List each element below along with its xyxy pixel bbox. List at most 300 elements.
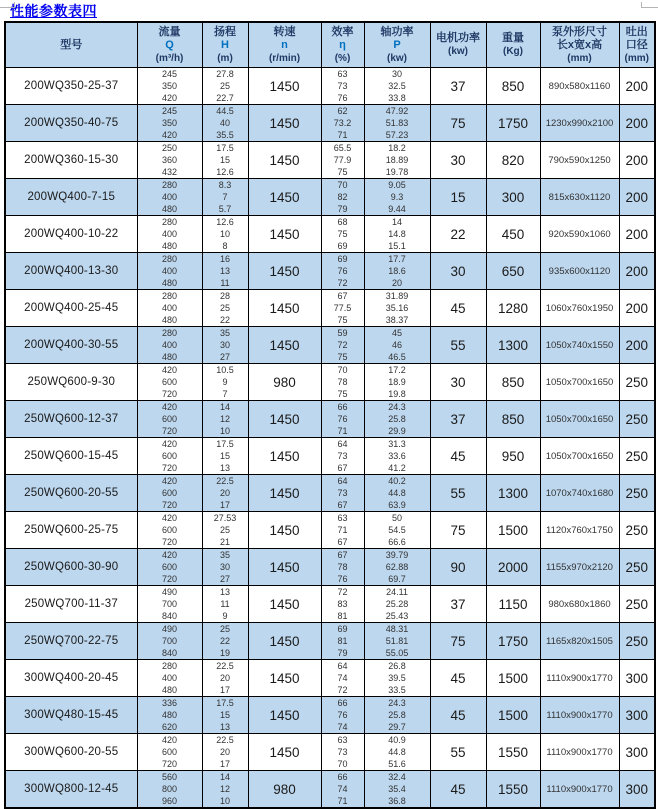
- head-cell-value: 44.5: [216, 106, 234, 116]
- efficiency-cell-value: 78: [337, 562, 348, 572]
- shaft-power-cell-value: 32.5: [388, 81, 406, 91]
- outlet-cell: 300: [619, 697, 655, 734]
- model-cell: 250WQ600-9-30: [5, 364, 137, 401]
- efficiency-cell: [321, 68, 364, 105]
- efficiency-cell-value: 79: [337, 648, 348, 658]
- efficiency-cell-value: 66: [337, 772, 348, 782]
- speed-cell: 1450: [248, 68, 321, 105]
- shaft-power-cell: [364, 179, 430, 216]
- dimensions-cell: 980x680x1860: [540, 586, 619, 623]
- efficiency-cell-value: 69: [337, 624, 348, 634]
- head-cell-value: 22: [219, 636, 230, 646]
- col-header-speed-symbol: n: [281, 38, 288, 51]
- shaft-power-cell-value: 18.2: [388, 143, 406, 153]
- col-header-outlet-unit: (mm): [624, 52, 649, 64]
- col-header-motor-power-label: 电机功率: [436, 32, 480, 44]
- grid-fragment-top-right: [641, 2, 658, 8]
- head-cell-value: 22.5: [216, 661, 234, 671]
- col-header-efficiency: [321, 22, 364, 68]
- head-cell-value: 17: [219, 500, 230, 510]
- motor-power-cell: 90: [430, 549, 486, 586]
- efficiency-cell-value: 66: [337, 698, 348, 708]
- flow-cell-value: 490: [161, 624, 178, 634]
- head-cell: [202, 401, 248, 438]
- head-cell: [202, 549, 248, 586]
- shaft-power-cell-value: 36.8: [388, 796, 406, 806]
- weight-cell: 1750: [486, 623, 540, 660]
- weight-cell: 2000: [486, 549, 540, 586]
- flow-cell-value: 720: [161, 426, 178, 436]
- efficiency-cell: [321, 216, 364, 253]
- dimensions-cell: 815x630x1120: [540, 179, 619, 216]
- motor-power-cell: 75: [430, 623, 486, 660]
- head-cell-value: 27.53: [213, 513, 237, 523]
- speed-cell: 1450: [248, 216, 321, 253]
- flow-cell-value: 280: [161, 291, 178, 301]
- head-cell: [202, 364, 248, 401]
- weight-cell: 1500: [486, 512, 540, 549]
- flow-cell: [137, 401, 202, 438]
- flow-cell: [137, 549, 202, 586]
- efficiency-cell-value: 76: [337, 710, 348, 720]
- flow-cell-value: 560: [161, 772, 178, 782]
- efficiency-cell-value: 75: [337, 229, 348, 239]
- col-header-flow-symbol: Q: [165, 38, 174, 51]
- head-cell: [202, 68, 248, 105]
- head-cell-value: 17.5: [216, 439, 234, 449]
- efficiency-cell-value: 63: [337, 735, 348, 745]
- flow-cell-value: 280: [161, 661, 178, 671]
- col-header-model-label: 型号: [60, 38, 83, 51]
- head-cell-value: 5.7: [218, 204, 232, 214]
- efficiency-cell-value: 74: [337, 722, 348, 732]
- flow-cell-value: 420: [161, 439, 178, 449]
- motor-power-cell: 37: [430, 68, 486, 105]
- table-row: [5, 401, 655, 438]
- flow-cell-value: 600: [161, 747, 178, 757]
- efficiency-cell-value: 73: [337, 451, 348, 461]
- speed-cell: 1450: [248, 697, 321, 734]
- efficiency-cell-value: 66: [337, 402, 348, 412]
- shaft-power-cell-value: 32.4: [388, 772, 406, 782]
- model-cell: 250WQ600-30-90: [5, 549, 137, 586]
- dimensions-cell: 1050x700x1650: [540, 401, 619, 438]
- shaft-power-cell-value: 51.6: [388, 759, 406, 769]
- table-row: [5, 734, 655, 771]
- weight-cell: 1300: [486, 327, 540, 364]
- efficiency-cell-value: 73: [337, 488, 348, 498]
- head-cell: [202, 105, 248, 142]
- shaft-power-cell-value: 25.8: [388, 414, 406, 424]
- speed-cell: 980: [248, 771, 321, 809]
- efficiency-cell: [321, 660, 364, 697]
- col-header-flow: [137, 22, 202, 68]
- motor-power-cell: 30: [430, 142, 486, 179]
- flow-cell-value: 420: [161, 735, 178, 745]
- speed-cell: 1450: [248, 327, 321, 364]
- efficiency-cell-value: 67: [337, 500, 348, 510]
- shaft-power-cell: [364, 771, 430, 809]
- shaft-power-cell-value: 51.83: [385, 118, 409, 128]
- shaft-power-cell-value: 17.2: [388, 365, 406, 375]
- shaft-power-cell: [364, 623, 430, 660]
- dimensions-cell: 790x590x1250: [540, 142, 619, 179]
- outlet-cell: 250: [619, 401, 655, 438]
- efficiency-cell-value: 76: [337, 414, 348, 424]
- shaft-power-cell-value: 26.8: [388, 661, 406, 671]
- flow-cell: [137, 105, 202, 142]
- head-cell-value: 12: [219, 414, 230, 424]
- head-cell-value: 25: [219, 303, 230, 313]
- flow-cell-value: 250: [161, 143, 178, 153]
- flow-cell-value: 480: [161, 204, 178, 214]
- head-cell-value: 13: [219, 722, 230, 732]
- shaft-power-cell-value: 39.5: [388, 673, 406, 683]
- flow-cell-value: 700: [161, 636, 178, 646]
- model-cell: 300WQ400-20-45: [5, 660, 137, 697]
- head-cell-value: 17.5: [216, 143, 234, 153]
- flow-cell-value: 600: [161, 451, 178, 461]
- shaft-power-cell-value: 18.9: [388, 377, 406, 387]
- efficiency-cell-value: 76: [337, 93, 348, 103]
- flow-cell-value: 480: [161, 685, 178, 695]
- outlet-cell: 200: [619, 327, 655, 364]
- efficiency-cell-value: 77.9: [333, 155, 352, 165]
- head-cell-value: 7: [222, 192, 228, 202]
- shaft-power-cell: [364, 364, 430, 401]
- efficiency-cell-value: 75: [337, 389, 348, 399]
- motor-power-cell: 45: [430, 290, 486, 327]
- head-cell-value: 35: [219, 550, 230, 560]
- speed-cell: 1450: [248, 401, 321, 438]
- efficiency-cell-value: 72: [337, 587, 348, 597]
- head-cell-value: 35.5: [216, 130, 234, 140]
- model-cell: 200WQ400-13-30: [5, 253, 137, 290]
- efficiency-cell-value: 81: [337, 611, 348, 621]
- head-cell-value: 20: [219, 747, 230, 757]
- efficiency-cell-value: 72: [337, 340, 348, 350]
- dimensions-cell: 1050x740x1550: [540, 327, 619, 364]
- flow-cell: [137, 290, 202, 327]
- flow-cell-value: 840: [161, 648, 178, 658]
- flow-cell: [137, 586, 202, 623]
- shaft-power-cell-value: 25.43: [385, 611, 409, 621]
- head-cell-value: 40: [219, 118, 230, 128]
- efficiency-cell: [321, 771, 364, 809]
- table-body: [5, 68, 655, 809]
- efficiency-cell-value: 71: [337, 525, 348, 535]
- efficiency-cell-value: 83: [337, 599, 348, 609]
- head-cell-value: 13: [219, 463, 230, 473]
- efficiency-cell-value: 76: [337, 574, 348, 584]
- dimensions-cell: 1060x760x1950: [540, 290, 619, 327]
- speed-cell: 1450: [248, 290, 321, 327]
- outlet-cell: 250: [619, 623, 655, 660]
- shaft-power-cell-value: 33.6: [388, 451, 406, 461]
- speed-cell: 1450: [248, 549, 321, 586]
- shaft-power-cell-value: 55.05: [385, 648, 409, 658]
- table-row: [5, 68, 655, 105]
- shaft-power-cell: [364, 327, 430, 364]
- dimensions-cell: 1110x900x1770: [540, 697, 619, 734]
- flow-cell-value: 420: [161, 402, 178, 412]
- head-cell: [202, 623, 248, 660]
- head-cell-value: 30: [219, 340, 230, 350]
- shaft-power-cell-value: 25.8: [388, 710, 406, 720]
- efficiency-cell-value: 69: [337, 241, 348, 251]
- model-cell: 200WQ400-25-45: [5, 290, 137, 327]
- shaft-power-cell: [364, 401, 430, 438]
- flow-cell-value: 245: [161, 106, 178, 116]
- weight-cell: 850: [486, 401, 540, 438]
- shaft-power-cell: [364, 586, 430, 623]
- weight-cell: 850: [486, 68, 540, 105]
- flow-cell-value: 280: [161, 180, 178, 190]
- efficiency-cell-value: 75: [337, 315, 348, 325]
- flow-cell-value: 620: [161, 722, 178, 732]
- shaft-power-cell-value: 66.6: [388, 537, 406, 547]
- head-cell-value: 25: [219, 624, 230, 634]
- model-cell: 200WQ400-7-15: [5, 179, 137, 216]
- model-cell: 200WQ400-30-55: [5, 327, 137, 364]
- table-row: [5, 438, 655, 475]
- col-header-dimensions: [540, 22, 619, 68]
- shaft-power-cell: [364, 734, 430, 771]
- head-cell-value: 10: [219, 796, 230, 806]
- col-header-efficiency-label: 效率: [331, 25, 354, 38]
- motor-power-cell: 75: [430, 512, 486, 549]
- shaft-power-cell-value: 9.44: [388, 204, 406, 214]
- col-header-motor-power: [430, 22, 486, 68]
- col-header-speed-label: 转速: [273, 25, 296, 38]
- shaft-power-cell: [364, 253, 430, 290]
- flow-cell-value: 480: [161, 241, 178, 251]
- col-header-head-label: 扬程: [214, 25, 236, 38]
- flow-cell-value: 600: [161, 525, 178, 535]
- head-cell-value: 20: [219, 488, 230, 498]
- head-cell-value: 21: [219, 537, 230, 547]
- flow-cell: [137, 142, 202, 179]
- weight-cell: 1500: [486, 697, 540, 734]
- flow-cell-value: 400: [161, 673, 178, 683]
- table-row: [5, 475, 655, 512]
- motor-power-cell: 45: [430, 438, 486, 475]
- shaft-power-cell-value: 33.8: [388, 93, 406, 103]
- flow-cell: [137, 771, 202, 809]
- outlet-cell: 200: [619, 253, 655, 290]
- head-cell-value: 13: [219, 266, 230, 276]
- weight-cell: 850: [486, 364, 540, 401]
- model-cell: 200WQ350-25-37: [5, 68, 137, 105]
- dimensions-cell: 1070x740x1680: [540, 475, 619, 512]
- shaft-power-cell-value: 35.16: [385, 303, 409, 313]
- col-header-speed-unit: (r/min): [268, 52, 301, 64]
- head-cell: [202, 697, 248, 734]
- col-header-flow-unit: (m³/h): [155, 52, 184, 64]
- head-cell-value: 22.5: [216, 735, 234, 745]
- head-cell: [202, 142, 248, 179]
- shaft-power-cell-value: 46: [391, 340, 402, 350]
- outlet-cell: 200: [619, 68, 655, 105]
- flow-cell-value: 720: [161, 574, 178, 584]
- model-cell: 200WQ350-40-75: [5, 105, 137, 142]
- shaft-power-cell-value: 57.23: [385, 130, 409, 140]
- efficiency-cell: [321, 586, 364, 623]
- flow-cell-value: 420: [161, 93, 178, 103]
- shaft-power-cell-value: 9.05: [388, 180, 406, 190]
- table-row: [5, 179, 655, 216]
- head-cell-value: 20: [219, 673, 230, 683]
- flow-cell-value: 280: [161, 254, 178, 264]
- weight-cell: 1550: [486, 771, 540, 809]
- speed-cell: 1450: [248, 475, 321, 512]
- flow-cell-value: 432: [161, 167, 178, 177]
- efficiency-cell: [321, 475, 364, 512]
- shaft-power-cell-value: 45: [391, 328, 402, 338]
- dimensions-cell: 1110x900x1770: [540, 660, 619, 697]
- flow-cell-value: 720: [161, 537, 178, 547]
- col-header-outlet: [619, 22, 655, 68]
- table-row: [5, 549, 655, 586]
- flow-cell: [137, 68, 202, 105]
- shaft-power-cell-value: 25.28: [385, 599, 409, 609]
- flow-cell-value: 420: [161, 550, 178, 560]
- efficiency-cell-value: 68: [337, 217, 348, 227]
- head-cell: [202, 327, 248, 364]
- speed-cell: 1450: [248, 253, 321, 290]
- motor-power-cell: 55: [430, 475, 486, 512]
- col-header-shaft-power-unit: (kw): [387, 52, 407, 64]
- efficiency-cell-value: 75: [337, 352, 348, 362]
- dimensions-cell: 1050x700x1650: [540, 364, 619, 401]
- shaft-power-cell: [364, 660, 430, 697]
- shaft-power-cell-value: 24.3: [388, 402, 406, 412]
- flow-cell-value: 350: [161, 118, 178, 128]
- col-header-head: [202, 22, 248, 68]
- efficiency-cell: [321, 549, 364, 586]
- flow-cell: [137, 364, 202, 401]
- efficiency-cell: [321, 290, 364, 327]
- flow-cell: [137, 475, 202, 512]
- head-cell-value: 9: [222, 611, 228, 621]
- shaft-power-cell-value: 24.3: [388, 698, 406, 708]
- motor-power-cell: 22: [430, 216, 486, 253]
- efficiency-cell-value: 64: [337, 476, 348, 486]
- speed-cell: 1450: [248, 623, 321, 660]
- efficiency-cell: [321, 623, 364, 660]
- efficiency-cell: [321, 327, 364, 364]
- dimensions-cell: 1120x760x1750: [540, 512, 619, 549]
- efficiency-cell-value: 70: [337, 180, 348, 190]
- shaft-power-cell: [364, 142, 430, 179]
- flow-cell-value: 490: [161, 587, 178, 597]
- head-cell-value: 27: [219, 574, 230, 584]
- head-cell-value: 22.5: [216, 476, 234, 486]
- model-cell: 250WQ600-25-75: [5, 512, 137, 549]
- shaft-power-cell: [364, 475, 430, 512]
- shaft-power-cell-value: 44.8: [388, 488, 406, 498]
- head-cell-value: 22: [219, 315, 230, 325]
- weight-cell: 1150: [486, 586, 540, 623]
- flow-cell: [137, 438, 202, 475]
- flow-cell-value: 600: [161, 488, 178, 498]
- shaft-power-cell-value: 14: [391, 217, 402, 227]
- shaft-power-cell-value: 29.7: [388, 722, 406, 732]
- efficiency-cell-value: 72: [337, 278, 348, 288]
- shaft-power-cell-value: 54.5: [388, 525, 406, 535]
- shaft-power-cell-value: 50: [391, 513, 402, 523]
- speed-cell: 980: [248, 364, 321, 401]
- dimensions-cell: 1050x700x1650: [540, 438, 619, 475]
- table-row: [5, 771, 655, 809]
- dimensions-cell: 1230x990x2100: [540, 105, 619, 142]
- efficiency-cell-value: 73: [337, 747, 348, 757]
- shaft-power-cell-value: 20: [391, 278, 402, 288]
- head-cell-value: 15: [219, 451, 230, 461]
- weight-cell: 1550: [486, 734, 540, 771]
- head-cell-value: 9: [222, 377, 228, 387]
- model-cell: 250WQ700-11-37: [5, 586, 137, 623]
- model-cell: 250WQ600-15-45: [5, 438, 137, 475]
- col-header-outlet-sublabel: 口径: [625, 38, 648, 51]
- efficiency-cell-value: 73.2: [333, 118, 352, 128]
- head-cell-value: 25: [219, 525, 230, 535]
- flow-cell-value: 480: [161, 710, 178, 720]
- head-cell-value: 14: [219, 402, 230, 412]
- head-cell: [202, 475, 248, 512]
- col-header-weight: [486, 22, 540, 68]
- efficiency-cell-value: 75: [337, 167, 348, 177]
- shaft-power-cell: [364, 549, 430, 586]
- head-cell-value: 27.8: [216, 69, 234, 79]
- col-header-dimensions-sublabel: 长x宽x高: [556, 38, 603, 51]
- shaft-power-cell-value: 9.3: [390, 192, 404, 202]
- model-cell: 300WQ480-15-45: [5, 697, 137, 734]
- head-cell-value: 7: [222, 389, 228, 399]
- col-header-model: [5, 22, 137, 68]
- speed-cell: 1450: [248, 512, 321, 549]
- efficiency-cell: [321, 438, 364, 475]
- shaft-power-cell-value: 69.7: [388, 574, 406, 584]
- head-cell-value: 8: [222, 241, 228, 251]
- efficiency-cell: [321, 697, 364, 734]
- shaft-power-cell: [364, 290, 430, 327]
- speed-cell: 1450: [248, 142, 321, 179]
- shaft-power-cell-value: 39.79: [385, 550, 409, 560]
- flow-cell: [137, 660, 202, 697]
- motor-power-cell: 45: [430, 771, 486, 809]
- col-header-weight-unit: (Kg): [503, 46, 523, 57]
- outlet-cell: 200: [619, 290, 655, 327]
- flow-cell-value: 280: [161, 217, 178, 227]
- weight-cell: 450: [486, 216, 540, 253]
- shaft-power-cell-value: 40.2: [388, 476, 406, 486]
- flow-cell-value: 600: [161, 377, 178, 387]
- dimensions-cell: 890x580x1160: [540, 68, 619, 105]
- shaft-power-cell-value: 18.6: [388, 266, 406, 276]
- shaft-power-cell-value: 24.11: [386, 587, 408, 597]
- head-cell: [202, 512, 248, 549]
- flow-cell: [137, 179, 202, 216]
- speed-cell: 1450: [248, 734, 321, 771]
- head-cell-value: 12: [219, 784, 230, 794]
- efficiency-cell: [321, 734, 364, 771]
- flow-cell-value: 800: [161, 784, 178, 794]
- motor-power-cell: 55: [430, 327, 486, 364]
- col-header-head-symbol: H: [221, 38, 229, 51]
- shaft-power-cell: [364, 697, 430, 734]
- shaft-power-cell-value: 19.78: [385, 167, 409, 177]
